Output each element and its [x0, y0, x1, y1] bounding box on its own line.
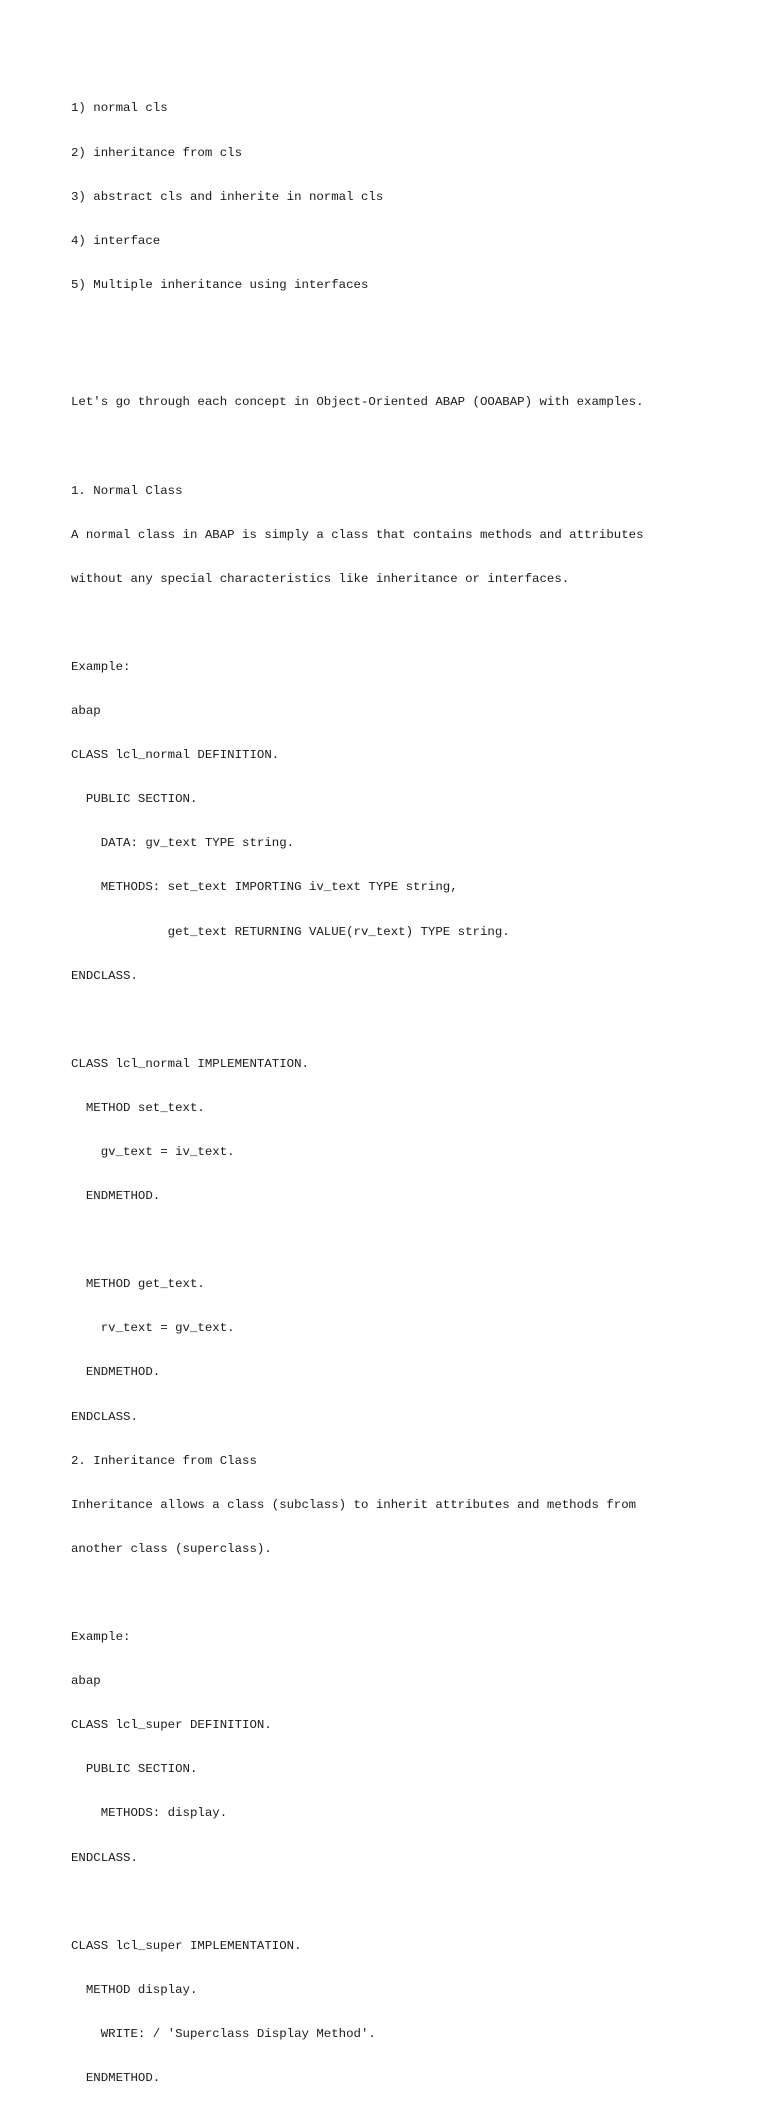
blank-line [71, 1233, 644, 1248]
blank-line [71, 616, 644, 631]
document-body-text [71, 366, 644, 2115]
section-heading-inheritance: 2. Inheritance from Class [71, 1453, 257, 1468]
outline-item: 2) inheritance from cls [71, 145, 243, 160]
blank-line [71, 440, 644, 455]
code-line: METHOD set_text. [71, 1100, 205, 1115]
code-line: ENDMETHOD. [71, 1365, 161, 1380]
code-line: ENDCLASS. [71, 1409, 138, 1424]
code-line: METHOD display. [71, 1982, 198, 1997]
code-line: ENDCLASS. [71, 1850, 138, 1865]
text-line: Inheritance allows a class (subclass) to inherit attributes and methods from [71, 1497, 637, 1512]
text-line: without any special characteristics like inheritance or interfaces. [71, 571, 570, 586]
blank-line [71, 1013, 644, 1028]
code-line: PUBLIC SECTION. [71, 792, 198, 807]
code-line: CLASS lcl_super DEFINITION. [71, 1718, 272, 1733]
code-line: ENDMETHOD. [71, 2070, 161, 2085]
code-line: ENDCLASS. [71, 968, 138, 983]
code-line: METHODS: display. [71, 1806, 228, 1821]
topic-outline-list [71, 72, 383, 322]
code-language-label: abap [71, 704, 101, 719]
code-line: METHOD get_text. [71, 1277, 205, 1292]
code-line: DATA: gv_text TYPE string. [71, 836, 295, 851]
intro-line: Let's go through each concept in Object-Oriented ABAP (OOABAP) with examples. [71, 395, 644, 410]
text-line: A normal class in ABAP is simply a class that contains methods and attributes [71, 527, 644, 542]
code-line: gv_text = iv_text. [71, 1145, 235, 1159]
example-label: Example: [71, 1630, 131, 1645]
blank-line [71, 1586, 644, 1601]
outline-item: 1) normal cls [71, 101, 168, 116]
code-line: CLASS lcl_normal DEFINITION. [71, 748, 280, 763]
code-line: rv_text = gv_text. [71, 1321, 235, 1336]
code-line: CLASS lcl_super IMPLEMENTATION. [71, 1938, 302, 1953]
code-line: CLASS lcl_normal IMPLEMENTATION. [71, 1056, 309, 1071]
outline-item: 5) Multiple inheritance using interfaces [71, 277, 369, 292]
outline-item: 4) interface [71, 233, 161, 248]
outline-item: 3) abstract cls and inherite in normal cls [71, 189, 384, 204]
code-line: METHODS: set_text IMPORTING iv_text TYPE string, [71, 880, 458, 895]
code-line: ENDMETHOD. [71, 1189, 161, 1204]
code-line: WRITE: / 'Superclass Display Method'. [71, 2026, 376, 2041]
code-language-label: abap [71, 1674, 101, 1689]
code-line: get_text RETURNING VALUE(rv_text) TYPE string. [71, 924, 510, 939]
text-line: another class (superclass). [71, 1541, 272, 1556]
code-line: PUBLIC SECTION. [71, 1762, 198, 1777]
example-label: Example: [71, 659, 131, 674]
section-heading-normal-class: 1. Normal Class [71, 483, 183, 498]
blank-line [71, 1895, 644, 1910]
